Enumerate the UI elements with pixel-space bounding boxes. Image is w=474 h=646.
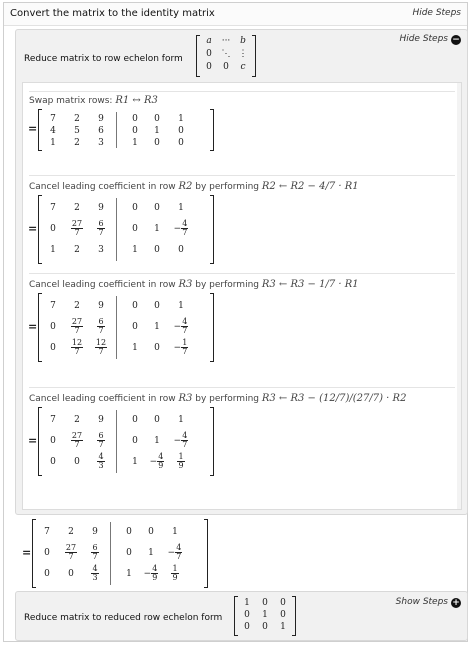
numerator: 4	[98, 452, 104, 461]
augment-divider	[110, 522, 111, 585]
caption-by: by performing	[192, 394, 262, 404]
matrix-entry: 5	[74, 126, 80, 136]
matrix-entry: 0	[132, 224, 138, 234]
denominator: 9	[172, 573, 178, 582]
denominator: 7	[182, 326, 188, 335]
equals-sign: =	[28, 433, 38, 447]
matrix-entry: 1	[50, 245, 56, 255]
matrix-entry: − $\frac{1}{7}$	[173, 338, 188, 356]
row-symbol: R3	[178, 393, 193, 404]
denominator: 9	[158, 461, 164, 470]
numerator: 6	[98, 317, 104, 326]
matrix-entry	[170, 452, 192, 473]
numerator: 12	[95, 338, 107, 347]
matrix-entry: 1	[154, 126, 160, 136]
plus-circle-icon: +	[452, 598, 460, 608]
divider	[29, 387, 455, 388]
matrix-entry: 9	[98, 203, 104, 213]
show-steps-link[interactable]	[396, 597, 461, 608]
augmented-matrix	[28, 109, 214, 151]
equals-sign: =	[28, 122, 38, 135]
denominator: 7	[98, 347, 104, 356]
identity-entry: 0	[280, 598, 286, 608]
augment-divider	[116, 112, 117, 148]
matrix-entry: 0	[154, 203, 160, 213]
row-echelon-hide-steps[interactable]	[399, 34, 461, 45]
matrix-entry: 1	[132, 245, 138, 255]
numerator: 27	[71, 317, 83, 326]
matrix-entry	[90, 317, 112, 338]
matrix-entry	[66, 338, 88, 359]
matrix-entry: 1	[154, 322, 160, 332]
solution-title: Convert the matrix to the identity matrix	[10, 8, 215, 19]
matrix-entry: − $\frac{4}{7}$	[173, 317, 188, 335]
denominator: 9	[152, 573, 158, 582]
identity-entry: 1	[244, 598, 250, 608]
denominator: 7	[68, 552, 74, 561]
right-bracket	[210, 195, 214, 264]
matrix-entry	[84, 564, 106, 585]
numerator: 4	[182, 431, 188, 440]
pattern-entry: c	[240, 62, 246, 72]
fraction	[181, 339, 188, 356]
matrix-entry: 0	[154, 301, 160, 311]
matrix-entry: 9	[98, 114, 104, 124]
identity-entry: 1	[262, 610, 268, 620]
fraction	[97, 220, 104, 237]
matrix-entry: 7	[50, 301, 56, 311]
denominator: 7	[98, 440, 104, 449]
identity-entry: 0	[280, 610, 286, 620]
fraction	[177, 453, 184, 470]
denominator: 7	[182, 347, 188, 356]
denominator: 7	[74, 347, 80, 356]
matrix-entry: 1	[132, 138, 138, 148]
matrix-entry: 9	[92, 527, 98, 537]
matrix-entry: 0	[154, 415, 160, 425]
equals-sign: =	[22, 545, 32, 559]
denominator: 7	[74, 326, 80, 335]
caption-text: Cancel leading coefficient in row	[29, 182, 179, 192]
denominator: 7	[74, 440, 80, 449]
identity-matrix	[234, 595, 296, 637]
caption-text: Cancel leading coefficient in row	[29, 394, 179, 404]
matrix-entry: 0	[126, 527, 132, 537]
numerator: 12	[71, 338, 83, 347]
matrix-entry	[90, 452, 112, 473]
matrix-entry	[66, 431, 88, 452]
divider	[29, 273, 455, 274]
matrix-entry: 0	[44, 569, 50, 579]
reduced-row-echelon-panel	[15, 591, 468, 641]
fraction	[71, 432, 83, 449]
matrix-entry	[90, 431, 112, 452]
matrix-entry: − $\frac{4}{7}$	[167, 543, 182, 561]
equals-sign: =	[28, 221, 38, 235]
matrix-entry: 7	[50, 114, 56, 124]
row-operation: R3 ← R3 − 1/7 · R1	[261, 279, 359, 290]
identity-entry: 0	[244, 622, 250, 632]
matrix-entry: 1	[126, 569, 132, 579]
matrix-entry: 0	[50, 457, 56, 467]
matrix-entry: 1	[178, 415, 184, 425]
numerator: 4	[176, 543, 182, 552]
matrix-entry: 0	[126, 548, 132, 558]
caption-by: by performing	[192, 280, 262, 290]
matrix-entry	[60, 543, 82, 564]
denominator: 7	[176, 552, 182, 561]
matrix-entry	[90, 219, 112, 240]
matrix-entry: 7	[44, 527, 50, 537]
step-caption	[29, 279, 359, 290]
solution-header	[4, 3, 467, 26]
row-echelon-pattern-matrix	[196, 33, 256, 79]
fraction	[97, 318, 104, 335]
left-bracket	[196, 35, 200, 77]
pattern-entry: a	[206, 36, 212, 46]
augmented-matrix	[22, 519, 208, 588]
matrix-entry: 6	[98, 126, 104, 136]
fraction	[71, 318, 83, 335]
matrix-entry: 7	[50, 203, 56, 213]
right-bracket	[210, 407, 214, 476]
matrix-entry: 0	[154, 138, 160, 148]
matrix-entry: − $\frac{4}{7}$	[173, 431, 188, 449]
numerator: 4	[92, 564, 98, 573]
right-bracket	[204, 519, 208, 588]
matrix-entry: 0	[132, 301, 138, 311]
identity-entry: 0	[262, 598, 268, 608]
matrix-entry	[90, 338, 112, 359]
matrix-entry: 0	[178, 245, 184, 255]
matrix-entry: 1	[178, 114, 184, 124]
matrix-entry	[66, 219, 88, 240]
matrix-entry: 0	[132, 322, 138, 332]
matrix-entry: 1	[132, 457, 138, 467]
right-bracket	[252, 35, 256, 77]
denominator: 7	[182, 228, 188, 237]
step-caption	[29, 95, 158, 106]
right-bracket	[210, 109, 214, 151]
fraction	[181, 432, 188, 449]
matrix-entry: 2	[74, 301, 80, 311]
matrix-entry: 1	[148, 548, 154, 558]
matrix-entry: 0	[50, 436, 56, 446]
row-operation: R2 ← R2 − 4/7 · R1	[261, 181, 359, 192]
matrix-entry: 0	[74, 457, 80, 467]
matrix-entry: 0	[154, 114, 160, 124]
matrix-entry: 1	[178, 301, 184, 311]
equals-sign: =	[28, 319, 38, 333]
matrix-entry: 0	[44, 548, 50, 558]
matrix-entry: 0	[154, 343, 160, 353]
solution-frame	[3, 2, 468, 642]
fraction	[181, 220, 188, 237]
denominator: 7	[92, 552, 98, 561]
scrollbar[interactable]	[457, 83, 461, 509]
augment-divider	[116, 296, 117, 359]
denominator: 7	[98, 326, 104, 335]
step-caption	[29, 393, 406, 404]
matrix-entry: 2	[74, 245, 80, 255]
step-caption	[29, 181, 359, 192]
row-symbol: R2	[178, 181, 193, 192]
row-echelon-label: Reduce matrix to row echelon form	[24, 54, 183, 64]
augment-divider	[116, 198, 117, 261]
denominator: 7	[74, 228, 80, 237]
fraction	[175, 544, 182, 561]
denominator: 3	[92, 573, 98, 582]
numerator: 6	[98, 431, 104, 440]
augment-divider	[116, 410, 117, 473]
matrix-entry	[164, 564, 186, 585]
matrix-entry: 1	[178, 203, 184, 213]
matrix-entry: 2	[74, 114, 80, 124]
row-echelon-panel	[15, 29, 468, 515]
matrix-entry: 2	[68, 527, 74, 537]
matrix-entry: 0	[50, 343, 56, 353]
pattern-entry: 0	[223, 62, 229, 72]
denominator: 7	[98, 228, 104, 237]
pattern-entry: ⋮	[238, 49, 248, 59]
left-bracket	[234, 596, 238, 636]
augmented-matrix	[28, 293, 214, 362]
matrix-entry: 9	[98, 301, 104, 311]
denominator: 9	[178, 461, 184, 470]
right-bracket	[210, 293, 214, 362]
fraction	[91, 565, 98, 582]
matrix-entry: 0	[132, 415, 138, 425]
show-steps-label: Show Steps	[395, 597, 448, 607]
denominator: 7	[182, 440, 188, 449]
matrix-entry: 1	[172, 527, 178, 537]
fraction	[181, 318, 188, 335]
minus-circle-icon: −	[452, 35, 460, 45]
matrix-entry: 9	[98, 415, 104, 425]
numerator: 1	[182, 338, 188, 347]
numerator: 4	[158, 452, 164, 461]
matrix-entry: 2	[74, 415, 80, 425]
hide-steps-label: Hide Steps	[412, 8, 461, 18]
matrix-entry: − $\frac{4}{9}$	[149, 452, 164, 470]
matrix-entry: 0	[132, 203, 138, 213]
matrix-entry: 3	[98, 245, 104, 255]
matrix-entry: 1	[50, 138, 56, 148]
matrix-entry: 0	[154, 245, 160, 255]
caption-text: Swap matrix rows:	[29, 96, 116, 106]
matrix-entry	[84, 543, 106, 564]
fraction	[71, 339, 83, 356]
identity-entry: 0	[244, 610, 250, 620]
numerator: 6	[92, 543, 98, 552]
row-operation: R3 ← R3 − (12/7)/(27/7) · R2	[261, 393, 407, 404]
matrix-entry: 4	[50, 126, 56, 136]
row-symbol: R3	[178, 279, 193, 290]
numerator: 1	[172, 564, 178, 573]
matrix-entry: 1	[154, 436, 160, 446]
matrix-entry: 0	[132, 126, 138, 136]
matrix-entry: 3	[98, 138, 104, 148]
matrix-entry: 7	[50, 415, 56, 425]
pattern-entry: 0	[206, 62, 212, 72]
divider	[29, 91, 455, 92]
caption-text: Cancel leading coefficient in row	[29, 280, 179, 290]
fraction	[97, 453, 104, 470]
reduced-row-echelon-label: Reduce matrix to reduced row echelon form	[24, 613, 223, 623]
matrix-entry: 0	[148, 527, 154, 537]
numerator: 4	[152, 564, 158, 573]
matrix-entry: − $\frac{4}{9}$	[143, 564, 158, 582]
pattern-entry: ⋱	[221, 49, 231, 59]
numerator: 6	[98, 219, 104, 228]
divider	[29, 175, 455, 176]
caption-by: by performing	[192, 182, 262, 192]
matrix-entry: 0	[132, 114, 138, 124]
fraction	[97, 432, 104, 449]
matrix-entry: 1	[154, 224, 160, 234]
fraction	[157, 453, 164, 470]
fraction	[95, 339, 107, 356]
matrix-entry: 0	[178, 138, 184, 148]
matrix-entry: − $\frac{4}{7}$	[173, 219, 188, 237]
augmented-matrix	[28, 195, 214, 264]
matrix-entry: 0	[68, 569, 74, 579]
right-bracket	[292, 596, 296, 636]
matrix-entry: 0	[178, 126, 184, 136]
matrix-entry: 0	[50, 322, 56, 332]
matrix-entry	[66, 317, 88, 338]
numerator: 27	[71, 431, 83, 440]
hide-steps-link[interactable]	[412, 8, 461, 18]
pattern-entry: b	[240, 36, 246, 46]
matrix-entry: 2	[74, 138, 80, 148]
matrix-entry: 0	[132, 436, 138, 446]
numerator: 4	[182, 317, 188, 326]
matrix-entry: 2	[74, 203, 80, 213]
matrix-entry: 1	[132, 343, 138, 353]
numerator: 27	[65, 543, 77, 552]
pattern-entry: ···	[221, 36, 231, 46]
row-echelon-steps	[22, 82, 462, 510]
pattern-entry: 0	[206, 49, 212, 59]
numerator: 4	[182, 219, 188, 228]
identity-entry: 1	[280, 622, 286, 632]
matrix-entry: 0	[50, 224, 56, 234]
fraction	[91, 544, 98, 561]
row-echelon-hide-steps-label: Hide Steps	[399, 34, 448, 44]
fraction	[65, 544, 77, 561]
identity-entry: 0	[262, 622, 268, 632]
row-operation: R1 ↔ R3	[115, 95, 158, 106]
numerator: 27	[71, 219, 83, 228]
numerator: 1	[178, 452, 184, 461]
augmented-matrix	[28, 407, 214, 476]
fraction	[171, 565, 178, 582]
fraction	[151, 565, 158, 582]
denominator: 3	[98, 461, 104, 470]
fraction	[71, 220, 83, 237]
